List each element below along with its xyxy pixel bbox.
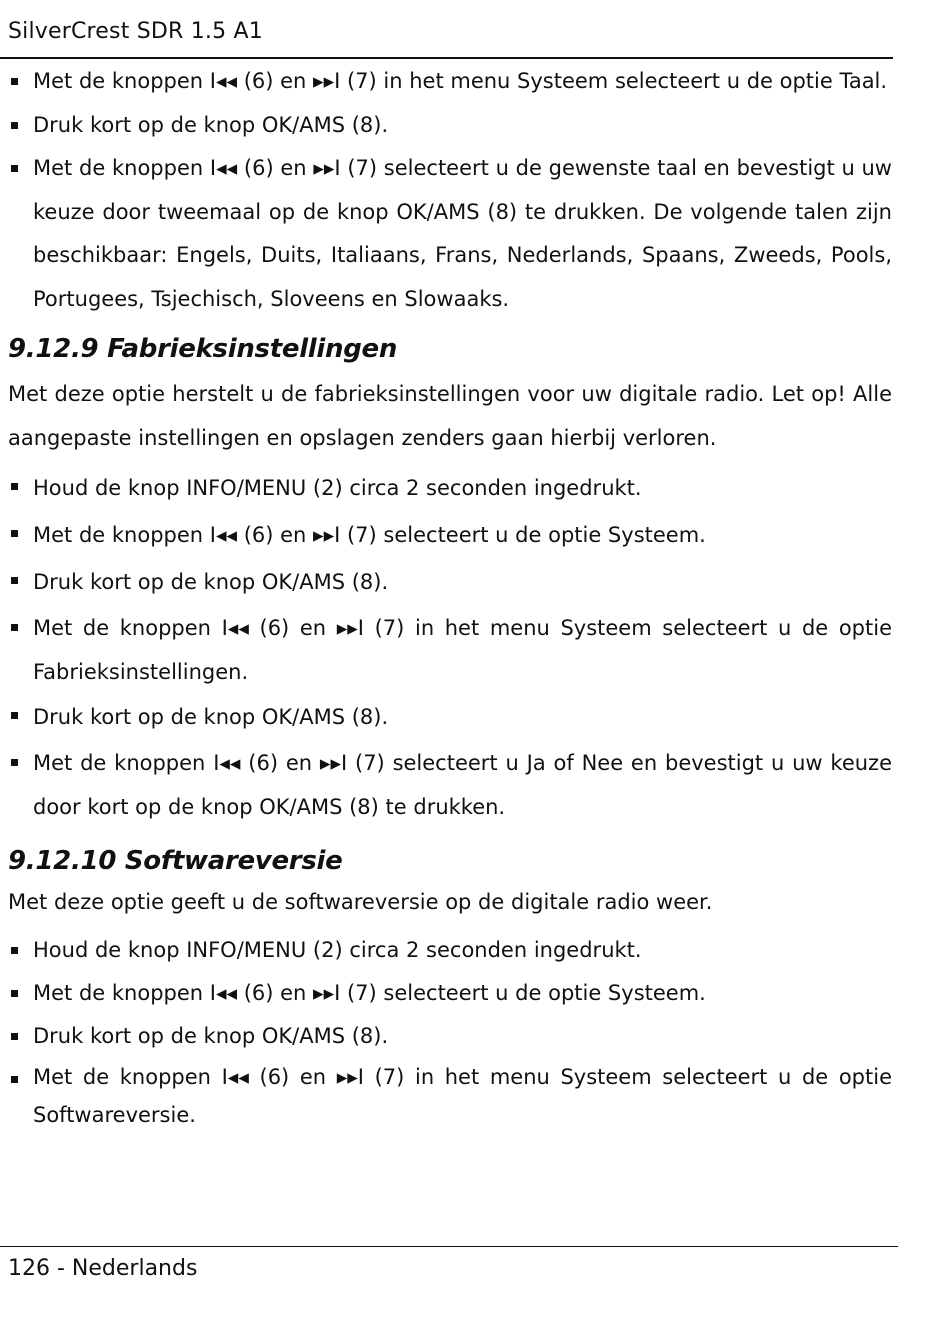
list-item: Met de knoppen I◂◂ (6) en ▸▸I (7) selecteert u de optie Systeem. bbox=[8, 972, 892, 1015]
list-item: Met de knoppen I◂◂ (6) en ▸▸I (7) in het menu Systeem selecteert u de optie Taal. bbox=[8, 60, 892, 104]
header-divider bbox=[0, 57, 893, 59]
factory-settings-steps-list bbox=[8, 465, 892, 829]
list-item: Druk kort op de knop OK/AMS (8). bbox=[8, 104, 892, 148]
section-intro-software-version: Met deze optie geeft u de softwareversie op de digitale radio weer. bbox=[8, 890, 713, 914]
list-item: Houd de knop INFO/MENU (2) circa 2 seconden ingedrukt. bbox=[8, 465, 892, 512]
language-steps-list bbox=[8, 60, 892, 321]
software-version-steps-list bbox=[8, 929, 892, 1134]
page-header-title: SilverCrest SDR 1.5 A1 bbox=[8, 19, 263, 44]
footer-divider bbox=[0, 1246, 898, 1247]
list-item: Houd de knop INFO/MENU (2) circa 2 seconden ingedrukt. bbox=[8, 929, 892, 972]
list-item: Druk kort op de knop OK/AMS (8). bbox=[8, 694, 892, 741]
list-item: Met de knoppen I◂◂ (6) en ▸▸I (7) selecteert u de gewenste taal en bevestigt u uw keuze door tweemaal op de knop OK/AMS (8) te drukken. De volgende talen zijn beschikbaar: Engels, Duits, Italiaans, Frans, Nederlands, Spaans, Zweeds, Pools, Portugees, Tsjechisch, Sloveens en Slowaaks. bbox=[8, 147, 892, 321]
list-item: Met de knoppen I◂◂ (6) en ▸▸I (7) in het menu Systeem selecteert u de optie Softwareversie. bbox=[8, 1058, 892, 1134]
list-item: Druk kort op de knop OK/AMS (8). bbox=[8, 1015, 892, 1058]
list-item: Met de knoppen I◂◂ (6) en ▸▸I (7) in het menu Systeem selecteert u de optie Fabrieksinstellingen. bbox=[8, 606, 892, 694]
section-heading-factory-settings: 9.12.9 Fabrieksinstellingen bbox=[8, 334, 398, 364]
list-item: Met de knoppen I◂◂ (6) en ▸▸I (7) selecteert u de optie Systeem. bbox=[8, 512, 892, 559]
list-item: Met de knoppen I◂◂ (6) en ▸▸I (7) selecteert u Ja of Nee en bevestigt u uw keuze door kort op de knop OK/AMS (8) te drukken. bbox=[8, 741, 892, 829]
list-item: Druk kort op de knop OK/AMS (8). bbox=[8, 559, 892, 606]
section-intro-factory-settings: Met deze optie herstelt u de fabrieksinstellingen voor uw digitale radio. Let op! Alle aangepaste instellingen en opslagen zenders gaan hierbij verloren. bbox=[8, 382, 892, 450]
page-footer: 126 - Nederlands bbox=[8, 1256, 198, 1281]
section-heading-software-version: 9.12.10 Softwareversie bbox=[8, 846, 343, 876]
page-content bbox=[8, 60, 892, 1134]
